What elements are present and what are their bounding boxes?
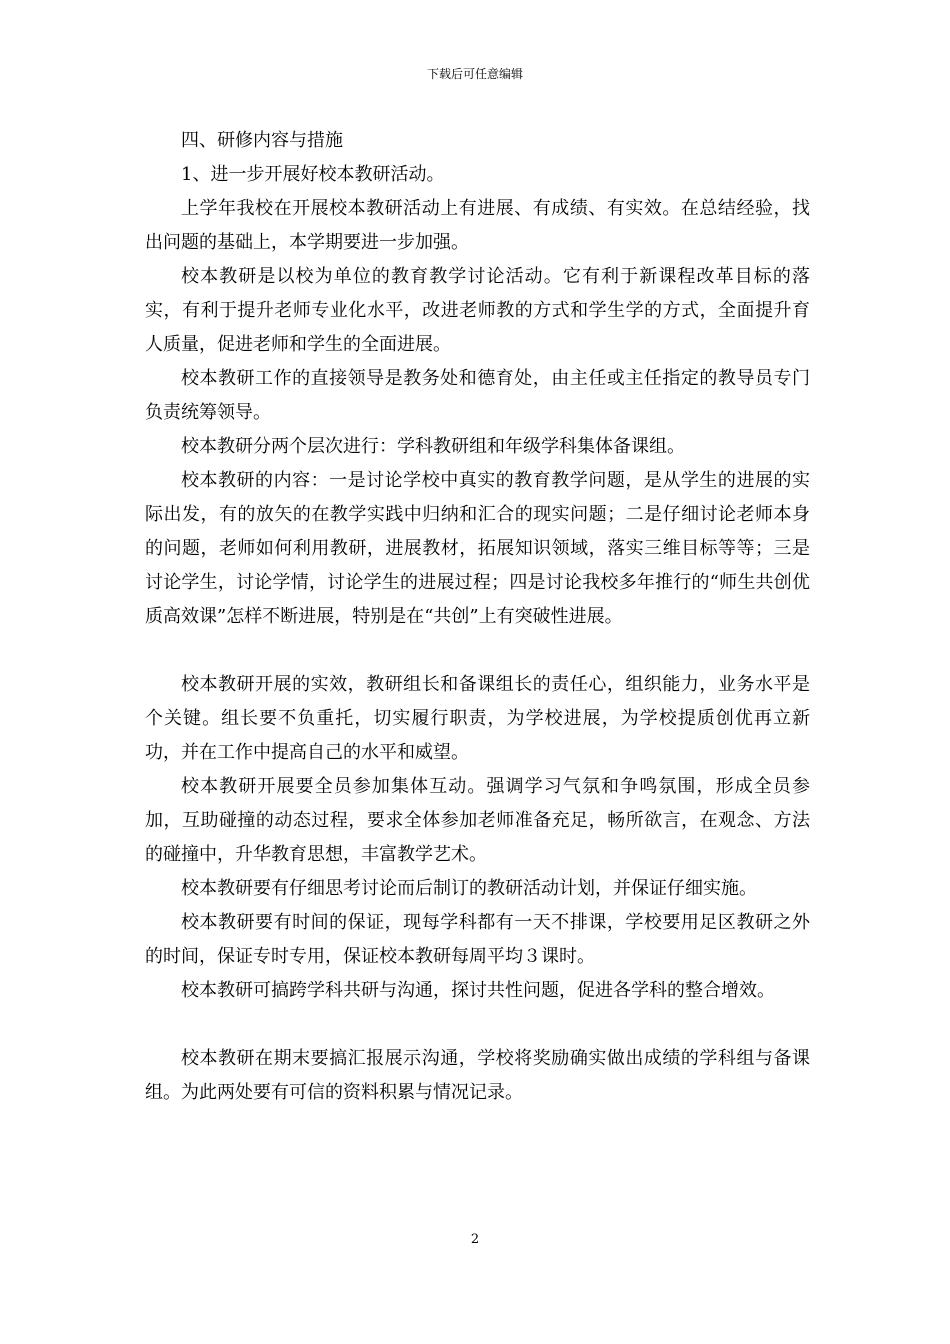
section-heading: 四、研修内容与措施 [181, 130, 343, 151]
paragraph: 校本教研要有时间的保证，现每学科都有一天不排课，学校要用足区教研之外的时间，保证专时专用，保证校本教研每周平均３课时。 [145, 912, 810, 967]
page-number: 2 [470, 1232, 480, 1247]
paragraph: 校本教研工作的直接领导是教务处和德育处，由主任或主任指定的教导员专门负责统筹领导。 [145, 368, 810, 423]
paragraph: 校本教研的内容：一是讨论学校中真实的教育教学问题，是从学生的进展的实际出发，有的放矢的在教学实践中归纳和汇合的现实问题；二是仔细讨论老师本身的问题，老师如何利用教研，进展教材，拓展知识领域，落实三维目标等等；三是讨论学生，讨论学情，讨论学生的进展过程；四是讨论我校多年推行的“师生共创优质高效课”怎样不断进展，特别是在“共创”上有突破性进展。 [145, 470, 810, 627]
paragraph: 校本教研在期末要搞汇报展示沟通，学校将奖励确实做出成绩的学科组与备课组。为此两处要有可信的资料积累与情况记录。 [145, 1048, 810, 1103]
paragraph: 校本教研开展的实效，教研组长和备课组长的责任心，组织能力，业务水平是个关键。组长要不负重托，切实履行职责，为学校进展，为学校提质创优再立新功，并在工作中提高自己的水平和威望。 [145, 674, 810, 763]
paragraph: 校本教研分两个层次进行：学科教研组和年级学科集体备课组。 [181, 436, 685, 457]
paragraph: 校本教研可搞跨学科共研与沟通，探讨共性问题，促进各学科的整合增效。 [181, 980, 775, 1001]
paragraph: 校本教研开展要全员参加集体互动。强调学习气氛和争鸣氛围，形成全员参加，互助碰撞的动态过程，要求全体参加老师准备充足，畅所欲言，在观念、方法的碰撞中，升华教育思想，丰富教学艺术。 [145, 776, 810, 865]
document-body [145, 124, 810, 1110]
paragraph: 校本教研要有仔细思考讨论而后制订的教研活动计划，并保证仔细实施。 [181, 878, 757, 899]
paragraph: 上学年我校在开展校本教研活动上有进展、有成绩、有实效。在总结经验，找出问题的基础上，本学期要进一步加强。 [145, 198, 810, 253]
subsection-heading: 1、进一步开展好校本教研活动。 [181, 164, 445, 185]
paragraph: 校本教研是以校为单位的教育教学讨论活动。它有利于新课程改革目标的落实，有利于提升老师专业化水平，改进老师教的方式和学生学的方式，全面提升育人质量，促进老师和学生的全面进展。 [145, 266, 810, 355]
page-header: 下载后可任意编辑 [426, 67, 523, 81]
